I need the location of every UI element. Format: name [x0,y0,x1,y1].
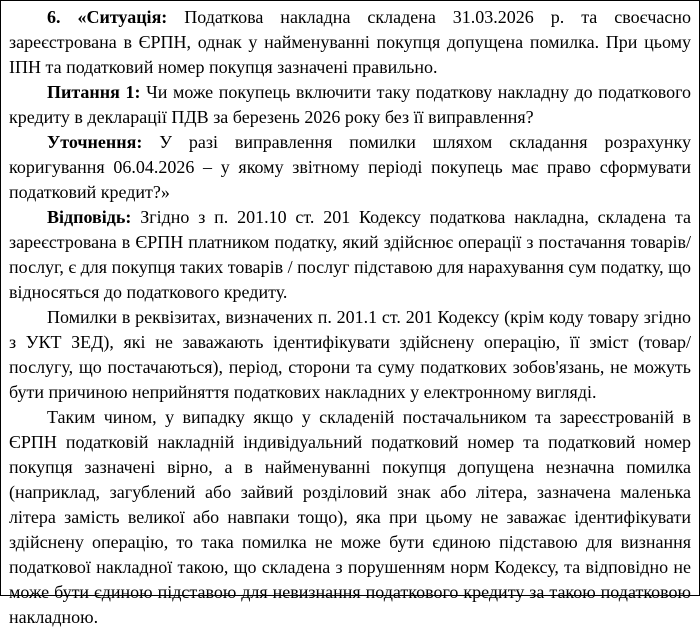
body-paragraph-errors: Помилки в реквізитах, визначених п. 201.1 ст. 201 Кодексу (крім коду товару згідно з УКТ ЗЕД), які не заважають ідентифікувати здійснену операцію, її зміст (товар/послугу, що постачаються), період, сторони та суму податкових зобов'язань, не можуть бути причиною неприйняття податкових накладних у електронному вигляді. [9,307,691,402]
answer-paragraph [9,205,691,305]
clarification-label: Уточнення: [47,132,143,152]
question-paragraph [9,80,691,130]
question-text: Чи може покупець включити таку податкову накладну до податкового кредиту в декларації ПДВ за березень 2026 року без її виправлення? [9,82,691,127]
body-paragraph-conclusion: Таким чином, у випадку якщо у складеній постачальником та зареєстрованій в ЄРПН податковій накладній індивідуальний податковий номер та податковий номер покупця зазначені вірно, а в найменуванні покупця допущена незначна помилка (наприклад, загублений або зайвий розділовий знак або літера, зазначена маленька літера замість великої або навпаки тощо), яка при цьому не заважає ідентифікувати здійснену операцію, то така помилка не може бути єдиною підставою для визнання податкової накладної такою, що складена з порушенням норм Кодексу, та відповідно не може бути єдиною підставою для невизнання податкового кредиту за такою податковою накладною. [9,407,691,627]
situation-paragraph [9,5,691,80]
clarification-paragraph [9,130,691,205]
situation-label: «Ситуація: [77,7,168,27]
answer-text: Згідно з п. 201.10 ст. 201 Кодексу податкова накладна, складена та зареєстрована в ЄРПН платником податку, який здійснює операції з постачання товарів/послуг, є для покупця таких товарів / послуг підставою для нарахування сум податку, що відносяться до податкового кредиту. [9,207,692,302]
situation-number: 6. [47,7,61,27]
question-label: Питання 1: [47,82,141,102]
situation-text: Податкова накладна складена 31.03.2026 р. та своєчасно зареєстрована в ЄРПН, однак у найменуванні покупця допущена помилка. При цьому ІПН та податковий номер покупця зазначені правильно. [9,7,691,77]
clarification-text: У разі виправлення помилки шляхом складання розрахунку коригування 06.04.2026 – у якому звітному періоді покупець має право сформувати податковий кредит?» [9,132,691,202]
answer-label: Відповідь: [47,207,132,227]
